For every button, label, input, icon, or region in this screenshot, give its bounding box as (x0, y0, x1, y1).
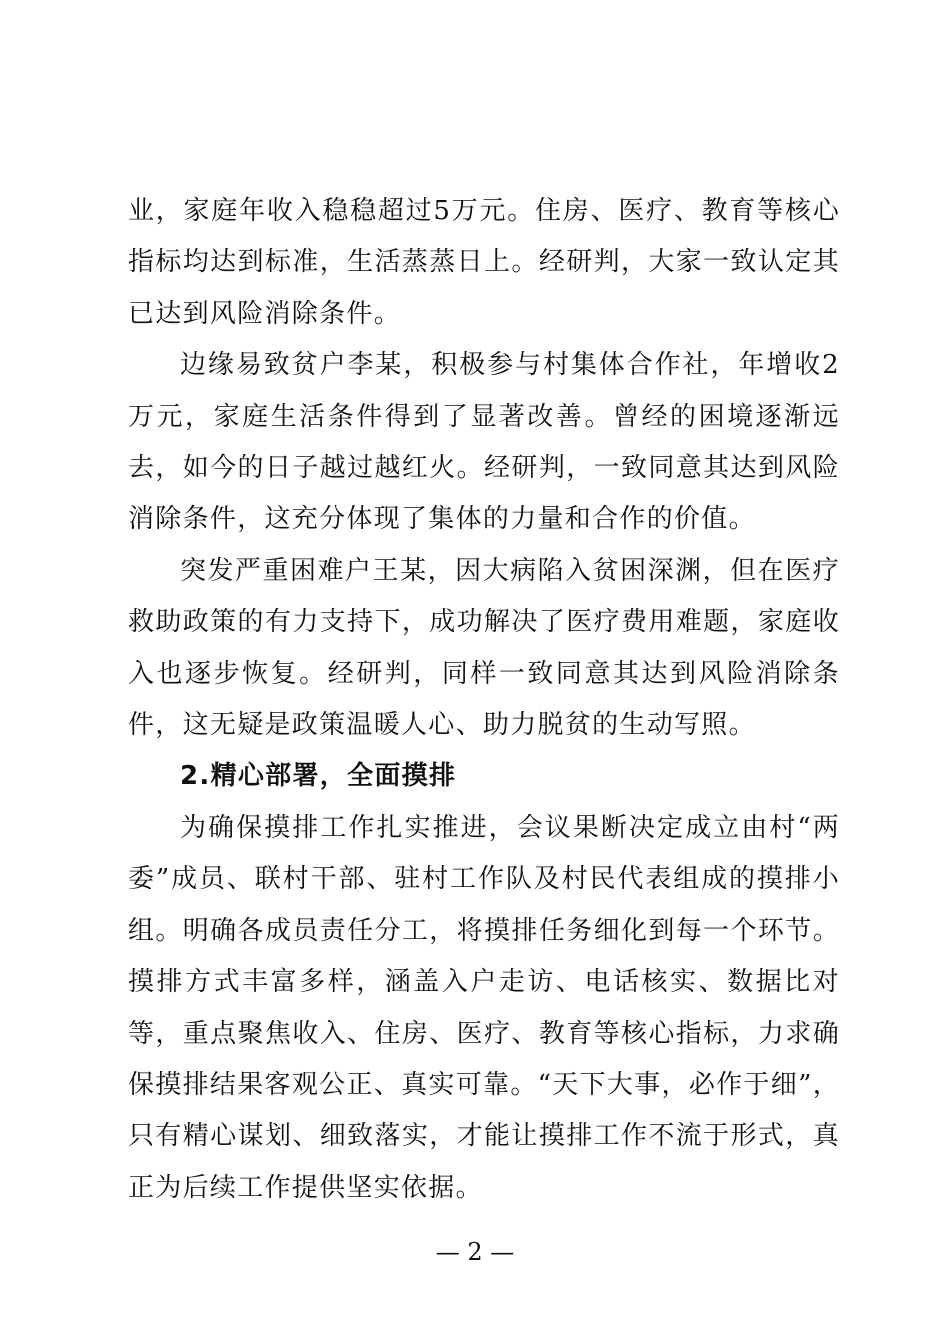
paragraph-section-body: 为确保摸排工作扎实推进，会议果断决定成立由村“两委”成员、联村干部、驻村工作队及村民代表组成的摸排小组。明确各成员责任分工，将摸排任务细化到每一个环节。摸排方式丰富多样，涵盖入户走访、电话核实、数据比对等，重点聚焦收入、住房、医疗、教育等核心指标，力求确保摸排结果客观公正、真实可靠。“天下大事，必作于细”，只有精心谋划、细致落实，才能让摸排工作不流于形式，真正为后续工作提供坚实依据。 (128, 812, 840, 1203)
page-number: — 2 — (435, 1238, 515, 1266)
document-body (128, 186, 840, 1214)
paragraph-wang-case: 突发严重困难户王某，因大病陷入贫困深渊，但在医疗救助政策的有力支持下，成功解决了医疗费用难题，家庭收入也逐步恢复。经研判，同样一致同意其达到风险消除条件，这无疑是政策温暖人心、助力脱贫的生动写照。 (128, 555, 840, 741)
paragraph-li-case: 边缘易致贫户李某，积极参与村集体合作社，年增收2万元，家庭生活条件得到了显著改善。曾经的困境逐渐远去，如今的日子越过越红火。经研判，一致同意其达到风险消除条件，这充分体现了集体的力量和合作的价值。 (128, 350, 840, 535)
paragraph-continuation: 业，家庭年收入稳稳超过5万元。住房、医疗、教育等核心指标均达到标准，生活蒸蒸日上。经研判，大家一致认定其已达到风险消除条件。 (128, 196, 840, 329)
section-heading: 2.精心部署，全面摸排 (180, 761, 457, 792)
